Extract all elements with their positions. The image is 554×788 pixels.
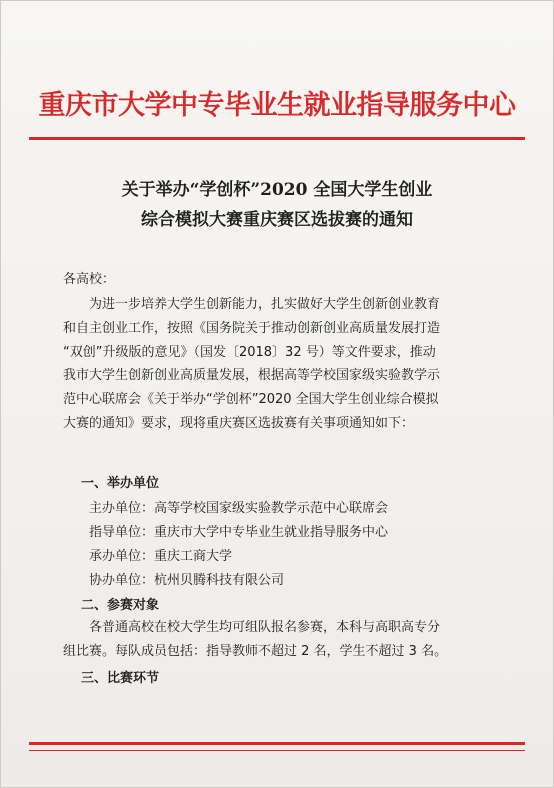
intro-line: 范中心联席会《关于举办“学创杯”2020 全国大学生创业综合模拟 [63, 392, 439, 408]
organizer-line: 指导单位：重庆市大学中专毕业生就业指导服务中心 [89, 525, 389, 540]
intro-line: 大赛的通知》要求，现将重庆赛区选拔赛有关事项通知如下： [63, 415, 415, 431]
section-heading: 三、比赛环节 [81, 671, 160, 686]
participants-line: 组比赛。每队成员包括：指导教师不超过 2 名，学生不超过 3 名。 [63, 643, 448, 659]
section-heading: 二、参赛对象 [81, 598, 160, 613]
organizer-line: 协办单位：杭州贝腾科技有限公司 [89, 573, 285, 588]
footer-rule-thin [29, 750, 525, 751]
notice-title-line: 综合模拟大赛重庆赛区选拔赛的通知 [141, 210, 413, 230]
intro-line: 和自主创业工作，按照《国务院关于推动创新创业高质量发展打造 [63, 320, 441, 336]
intro-line: “双创”升级版的意见》（国发〔2018〕32 号）等文件要求，推动 [63, 344, 436, 360]
participants-paragraph [63, 616, 521, 664]
organizer-line: 承办单位：重庆工商大学 [89, 549, 233, 564]
footer-rule [29, 742, 525, 745]
org-letterhead: 重庆市大学中专毕业生就业指导服务中心 [38, 90, 516, 121]
salutation: 各高校： [63, 272, 116, 287]
intro-line: 我市大学生创新创业高质量发展，根据高等学校国家级实验教学示 [63, 368, 441, 384]
participants-line: 各普通高校在校大学生均可组队报名参赛，本科与高职高专分 [89, 620, 441, 635]
notice-title [1, 175, 553, 235]
notice-title-line: 关于举办“学创杯”2020 全国大学生创业 [121, 180, 433, 200]
section-heading: 一、举办单位 [81, 476, 160, 491]
intro-line: 为进一步培养大学生创新能力，扎实做好大学生创新创业教育 [89, 297, 441, 312]
intro-paragraph [63, 293, 521, 436]
organizer-line: 主办单位：高等学校国家级实验教学示范中心联席会 [89, 501, 389, 516]
letterhead-rule [29, 137, 525, 140]
